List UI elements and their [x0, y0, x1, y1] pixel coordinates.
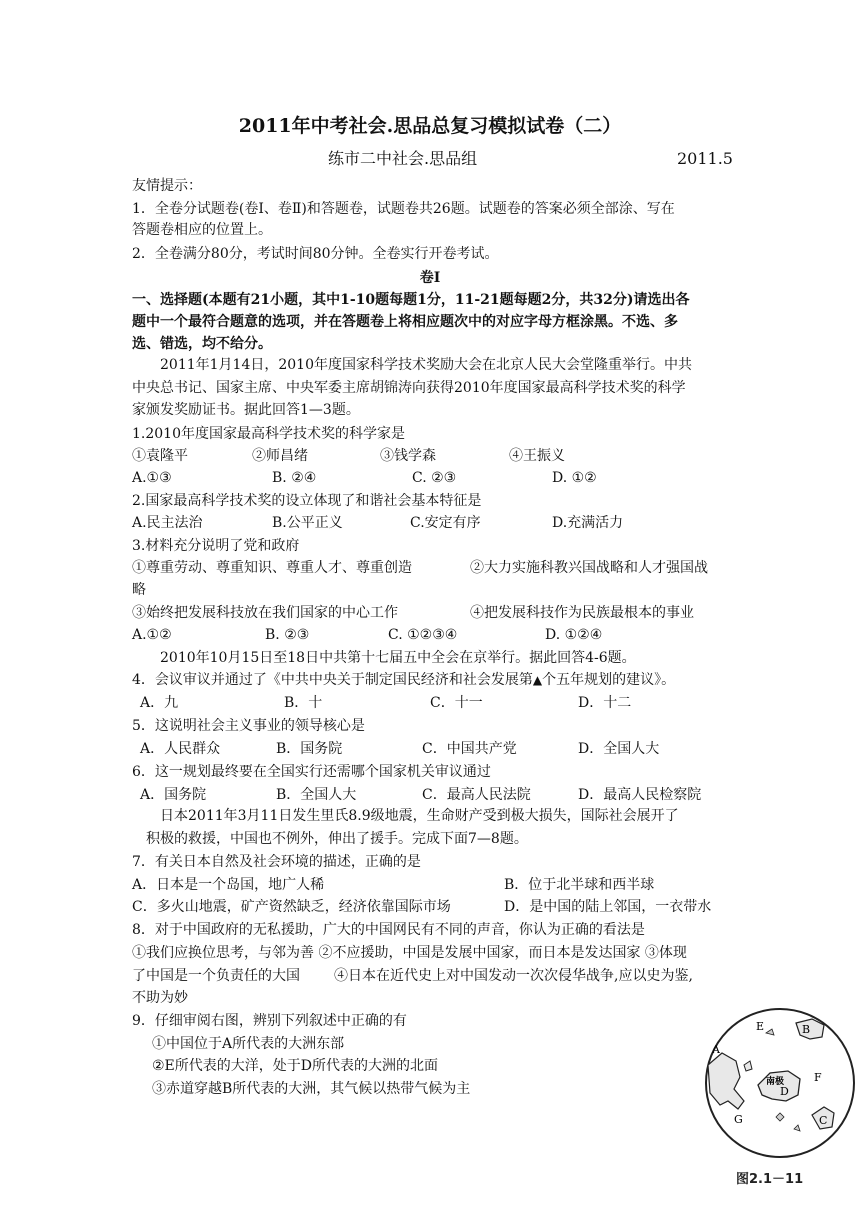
- q7-option-b: B．位于北半球和西半球: [504, 877, 655, 893]
- q4-options: [132, 693, 732, 713]
- q5-option-d: D．全国人大: [578, 741, 660, 757]
- date-line: 2011.5: [677, 149, 733, 168]
- q7-stem: 7．有关日本自然及社会环境的描述，正确的是: [132, 854, 421, 870]
- q3-item: ③始终把发展科技放在我们国家的中心工作: [132, 605, 398, 621]
- map-label-f: F: [814, 1071, 822, 1084]
- q7-option-c: C．多火山地震，矿产资然缺乏，经济依靠国际市场: [132, 899, 451, 915]
- q7-option-a: A．日本是一个岛国，地广人稀: [132, 877, 325, 893]
- q1-options: [132, 468, 732, 488]
- notice-heading: 友情提示：: [132, 178, 202, 194]
- q7-options-row-2: [132, 897, 732, 917]
- map-label-c: C: [819, 1114, 828, 1127]
- q1-items: [132, 446, 732, 466]
- q8-stem: 8．对于中国政府的无私援助，广大的中国网民有不同的声音，你认为正确的看法是: [132, 922, 645, 938]
- material-1-line-3: 家颁发奖励证书。据此回答1—3题。: [132, 402, 360, 418]
- q2-stem: 2.国家最高科学技术奖的设立体现了和谐社会基本特征是: [132, 493, 482, 509]
- q3-items-row-1: [132, 558, 732, 578]
- q3-option-b: B. ②③: [265, 627, 310, 643]
- volume-label: 卷Ⅰ: [419, 270, 441, 286]
- q3-option-d: D. ①②④: [545, 627, 603, 643]
- q1-stem: 1.2010年度国家最高科学技术奖的科学家是: [132, 426, 405, 442]
- q1-item: ③钱学森: [380, 448, 436, 464]
- q6-stem: 6．这一规划最终要在全国实行还需哪个国家机关审议通过: [132, 764, 491, 780]
- notice-item-2: 2．全卷满分80分，考试时间80分钟。全卷实行开卷考试。: [132, 246, 499, 262]
- q7-option-d: D．是中国的陆上邻国，一衣带水: [504, 899, 712, 915]
- q9-item: ①中国位于A所代表的大洲东部: [152, 1036, 345, 1052]
- q7-options-row-1: [132, 875, 732, 895]
- author-line: 练市二中社会.思品组: [328, 149, 478, 168]
- q9-item: ②E所代表的大洋，处于D所代表的大洲的北面: [152, 1058, 438, 1074]
- q3-option-a: A.①②: [132, 627, 172, 643]
- q2-option-a: A.民主法治: [132, 515, 203, 531]
- q1-item: ②师昌绪: [252, 448, 308, 464]
- q2-option-b: B.公平正义: [272, 515, 343, 531]
- q5-option-b: B．国务院: [276, 741, 343, 757]
- q3-item-cont: 略: [132, 582, 146, 598]
- map-label-e: E: [756, 1020, 765, 1033]
- q8-line-2-a: 了中国是一个负责任的大国: [132, 968, 300, 984]
- q3-item: ②大力实施科教兴国战略和人才强国战: [470, 560, 708, 576]
- q3-options: [132, 625, 732, 645]
- q1-option-d: D. ①②: [552, 470, 597, 486]
- q8-line-1: ①我们应换位思考，与邻为善 ②不应援助，中国是发展中国家，而日本是发达国家 ③体现: [132, 945, 687, 961]
- q6-options: [132, 785, 732, 805]
- q2-option-c: C.安定有序: [410, 515, 481, 531]
- q8-line-3: 不助为妙: [132, 990, 188, 1006]
- q4-stem-after: 个五年规划的建议》。: [542, 672, 676, 688]
- q4-option-c: C．十一: [430, 695, 483, 711]
- q3-item: ④把发展科技作为民族最根本的事业: [470, 605, 694, 621]
- q9-stem: 9．仔细审阅右图，辨别下列叙述中正确的有: [132, 1013, 407, 1029]
- section-1-line-2: 题中一个最符合题意的选项，并在答题卷上将相应题次中的对应字母方框涂黑。不选、多: [132, 314, 678, 330]
- material-1-line-2: 中央总书记、国家主席、中央军委主席胡锦涛向获得2010年度国家最高科学技术奖的科学: [132, 380, 686, 396]
- q9-item: ③赤道穿越B所代表的大洲，其气候以热带气候为主: [152, 1081, 471, 1097]
- q1-option-b: B. ②④: [272, 470, 317, 486]
- page-title: 2011年中考社会.思品总复习模拟试卷（二）: [238, 115, 622, 137]
- q4-option-b: B．十: [284, 695, 323, 711]
- q4-option-d: D．十二: [578, 695, 632, 711]
- q6-option-a: A．国务院: [140, 787, 207, 803]
- q5-option-a: A．人民群众: [140, 741, 221, 757]
- section-1-line-1: 一、选择题(本题有21小题，其中1-10题每题1分，11-21题每题2分，共32分)请选出各: [132, 292, 690, 308]
- q3-stem: 3.材料充分说明了党和政府: [132, 538, 300, 554]
- map-label-b: B: [802, 1023, 811, 1036]
- q1-item: ④王振义: [509, 448, 565, 464]
- figure-caption: 图2.1－11: [736, 1172, 804, 1187]
- q1-option-a: A.①③: [132, 470, 172, 486]
- material-2: 2010年10月15日至18日中共第十七届五中全会在京举行。据此回答4-6题。: [160, 650, 636, 666]
- q4-stem: [132, 670, 675, 690]
- q6-option-c: C．最高人民法院: [422, 787, 531, 803]
- map-label-g: G: [734, 1113, 743, 1126]
- blank-marker: ▲: [532, 673, 543, 687]
- map-marker-label: 南极: [766, 1077, 785, 1087]
- q4-stem-before: 4．会议审议并通过了《中共中央关于制定国民经济和社会发展第: [132, 672, 533, 688]
- q2-option-d: D.充满活力: [552, 515, 624, 531]
- section-1-line-3: 选、错选，均不给分。: [132, 336, 272, 352]
- q6-option-d: D．最高人民检察院: [578, 787, 702, 803]
- q2-options: [132, 513, 732, 533]
- q6-option-b: B．全国人大: [276, 787, 357, 803]
- q3-items-row-2: [132, 603, 732, 623]
- material-3-line-2: 积极的救援，中国也不例外，伸出了援手。完成下面7—8题。: [146, 831, 528, 847]
- q4-option-a: A．九: [140, 695, 179, 711]
- notice-item-1-cont: 答题卷相应的位置上。: [132, 222, 272, 238]
- map-label-d: D: [780, 1085, 789, 1098]
- q8-line-2: [132, 966, 732, 986]
- q1-item: ①袁隆平: [132, 448, 188, 464]
- q8-line-2-b: ④日本在近代史上对中国发动一次次侵华战争,应以史为鉴,: [334, 968, 693, 984]
- q3-item: ①尊重劳动、尊重知识、尊重人才、尊重创造: [132, 560, 412, 576]
- map-label-a: A: [712, 1043, 720, 1056]
- notice-item-1: 1．全卷分试题卷(卷Ⅰ、卷Ⅱ)和答题卷，试题卷共26题。试题卷的答案必须全部涂、写在: [132, 201, 675, 217]
- q5-options: [132, 739, 732, 759]
- q3-option-c: C. ①②③④: [388, 627, 458, 643]
- material-3-line-1: 日本2011年3月11日发生里氏8.9级地震，生命财产受到极大损失，国际社会展开了: [160, 808, 679, 824]
- q5-option-c: C．中国共产党: [422, 741, 517, 757]
- q1-option-c: C. ②③: [412, 470, 457, 486]
- material-1-line-1: 2011年1月14日，2010年度国家科学技术奖励大会在北京人民大会堂隆重举行。中共: [160, 357, 692, 373]
- q5-stem: 5．这说明社会主义事业的领导核心是: [132, 718, 365, 734]
